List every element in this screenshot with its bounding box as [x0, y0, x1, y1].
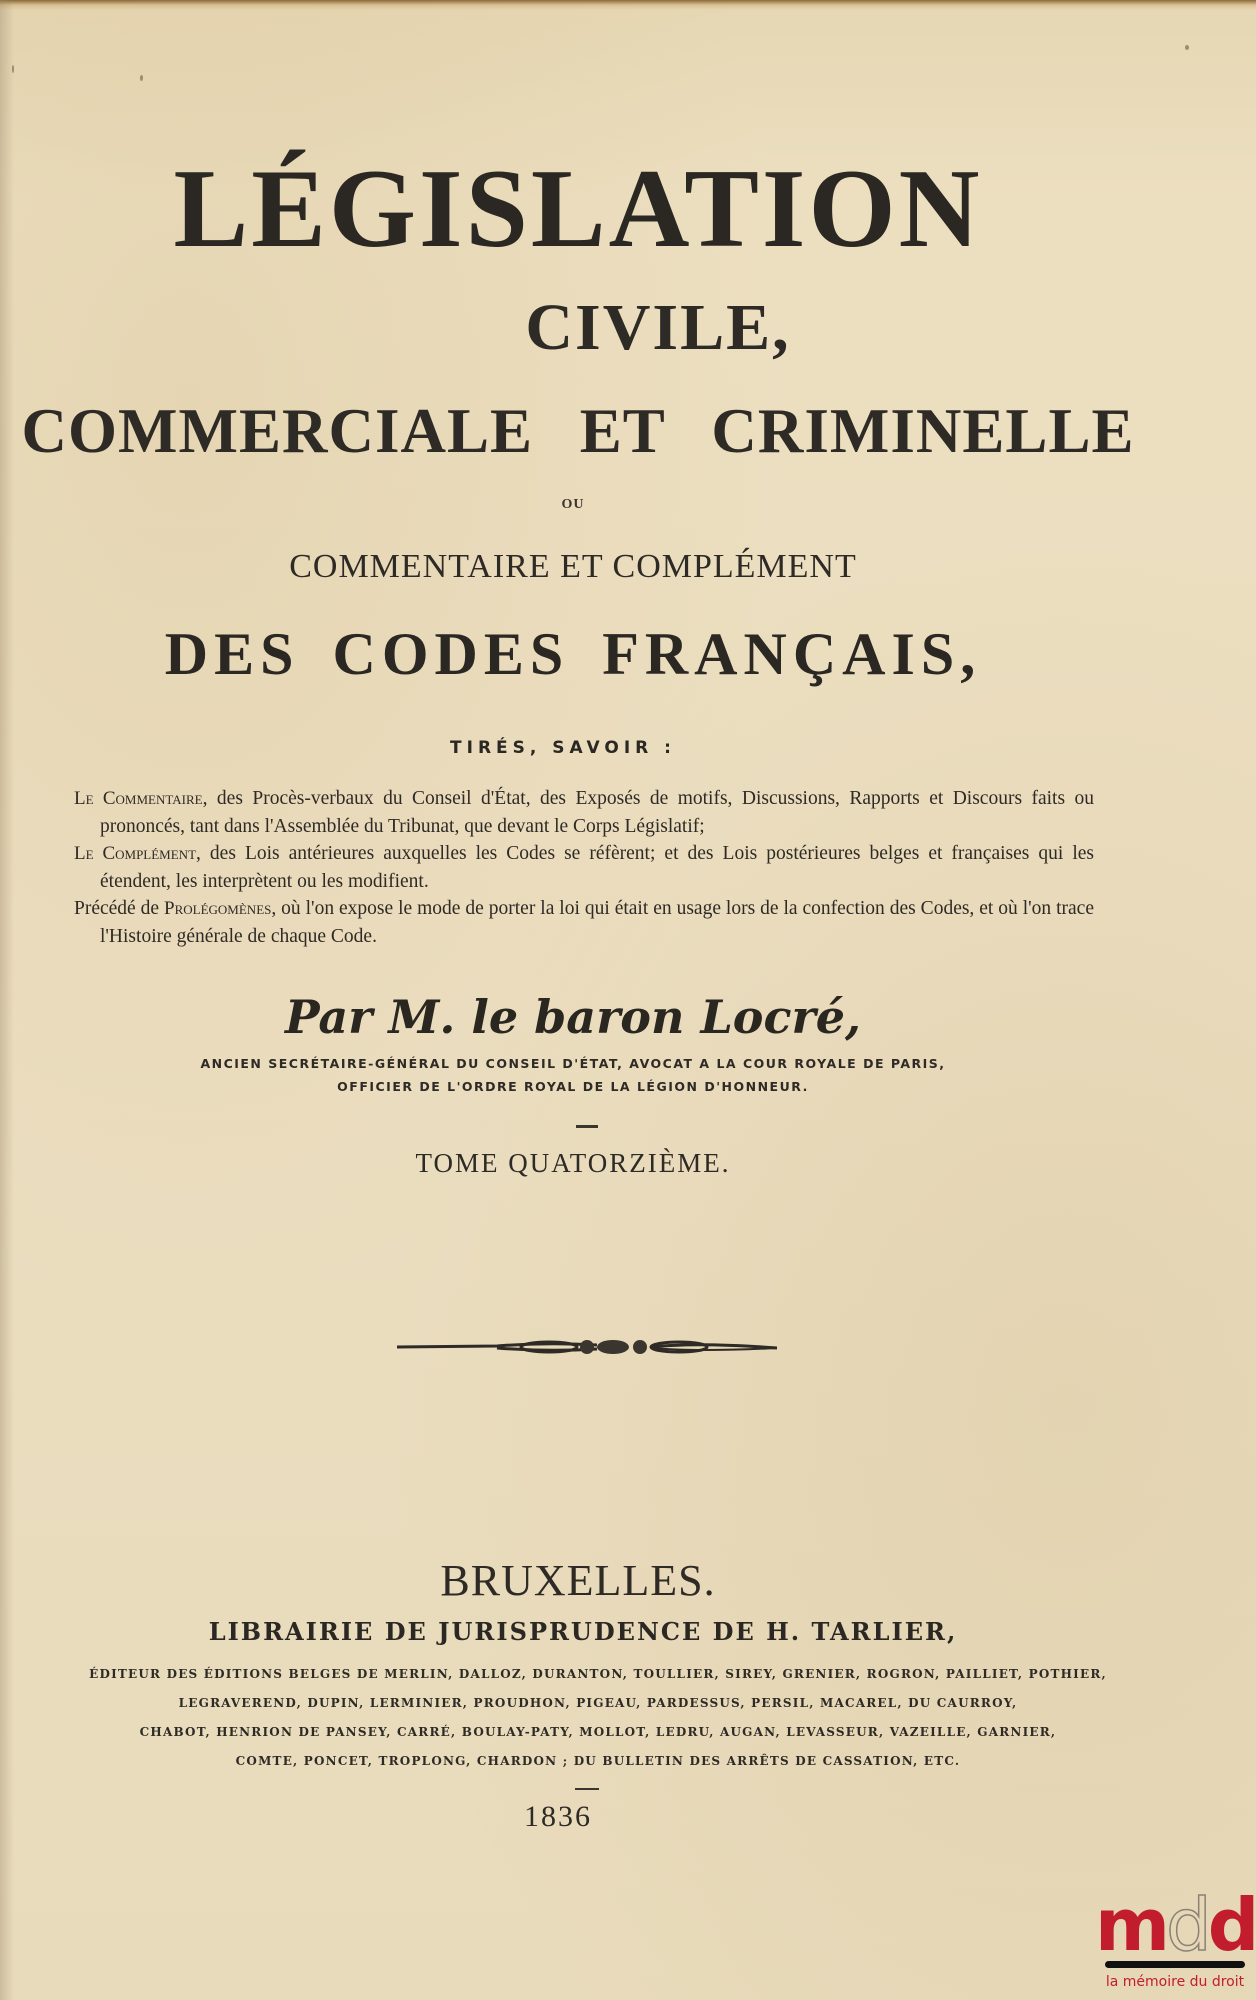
catalog-line: CHABOT, HENRION DE PANSEY, CARRÉ, BOULAY-PATY, MOLLOT, LEDRU, AUGAN, LEVASSEUR, VAZEILLE, GARNIER, — [139, 1725, 1057, 1739]
paragraph-prolegomenes — [74, 895, 1094, 950]
title-conjunction: OU — [561, 497, 585, 512]
description-block — [74, 785, 1094, 950]
tires-heading: TIRÉS, SAVOIR : — [450, 738, 676, 758]
paper-speck — [140, 75, 143, 81]
paragraph-complement — [74, 840, 1094, 895]
paragraph-text: , où l'on expose le mode de porter la loi qui était en usage lors de la confection des Codes, et où l'on trace l'Histoire générale de chaque Code. — [100, 898, 1094, 947]
lead-commentaire: Le Commentaire — [74, 788, 203, 809]
volume-label: TOME QUATORZIÈME. — [415, 1148, 731, 1178]
paragraph-prefix: Précédé de — [74, 898, 165, 919]
section-divider-dash — [576, 1125, 598, 1128]
imprint-city: BRUXELLES. — [440, 1556, 716, 1605]
mdd-logo-icon: mdd — [1095, 1883, 1256, 1967]
title-civile: CIVILE, — [525, 291, 791, 364]
page-top-edge — [0, 0, 1256, 10]
catalog-line: LEGRAVEREND, DUPIN, LERMINIER, PROUDHON, PIGEAU, PARDESSUS, PERSIL, MACAREL, DU CAURROY, — [178, 1696, 1018, 1710]
catalog-line: ÉDITEUR DES ÉDITIONS BELGES DE MERLIN, DALLOZ, DURANTON, TOULLIER, SIREY, GRENIER, ROGRON, PAILLIET, POTHIER, — [89, 1667, 1107, 1681]
subtitle-commentaire: COMMENTAIRE ET COMPLÉMENT — [289, 548, 857, 585]
logo-tagline: la mémoire du droit — [1105, 1974, 1245, 1990]
paper-speck — [1185, 45, 1189, 50]
paragraph-commentaire — [74, 785, 1094, 840]
author-title-line: ANCIEN SECRÉTAIRE-GÉNÉRAL DU CONSEIL D'ÉTAT, AVOCAT A LA COUR ROYALE DE PARIS, — [200, 1056, 946, 1071]
lead-prolegomenes: Prolégomènes — [164, 898, 272, 919]
subtitle-codes-francais: DES CODES FRANÇAIS, — [164, 621, 982, 687]
paragraph-text: , des Lois antérieures auxquelles les Codes se réfèrent; et des Lois postérieures belges et françaises qui les étendent, les interprètent ou les modifient. — [100, 843, 1095, 892]
paragraph-text: , des Procès-verbaux du Conseil d'État, des Exposés de motifs, Discussions, Rapports et Discours faits ou prononcés, tant dans l'Assemblée du Tribunat, que devant le Corps Législatif; — [100, 788, 1094, 837]
mdd-watermark-logo — [1095, 1883, 1256, 1990]
author-title-line: OFFICIER DE L'ORDRE ROYAL DE LA LÉGION D'HONNEUR. — [337, 1079, 809, 1094]
title-legislation: LÉGISLATION — [173, 147, 983, 271]
publisher-name: LIBRAIRIE DE JURISPRUDENCE DE H. TARLIER, — [208, 1617, 958, 1646]
lead-complement: Le Complément — [74, 843, 197, 864]
publication-year: 1836 — [524, 1800, 592, 1833]
paper-speck — [12, 65, 14, 73]
author-titles — [0, 1052, 1201, 1098]
publisher-catalog — [0, 1660, 1226, 1776]
year-divider-dash — [575, 1788, 599, 1790]
ornamental-rule-icon — [397, 1335, 777, 1359]
catalog-line: COMTE, PONCET, TROPLONG, CHARDON ; DU BULLETIN DES ARRÊTS DE CASSATION, ETC. — [235, 1754, 961, 1768]
author-line: Par M. le baron Locré, — [284, 990, 861, 1044]
title-commerciale-criminelle: COMMERCIALE ET CRIMINELLE — [21, 396, 1135, 466]
